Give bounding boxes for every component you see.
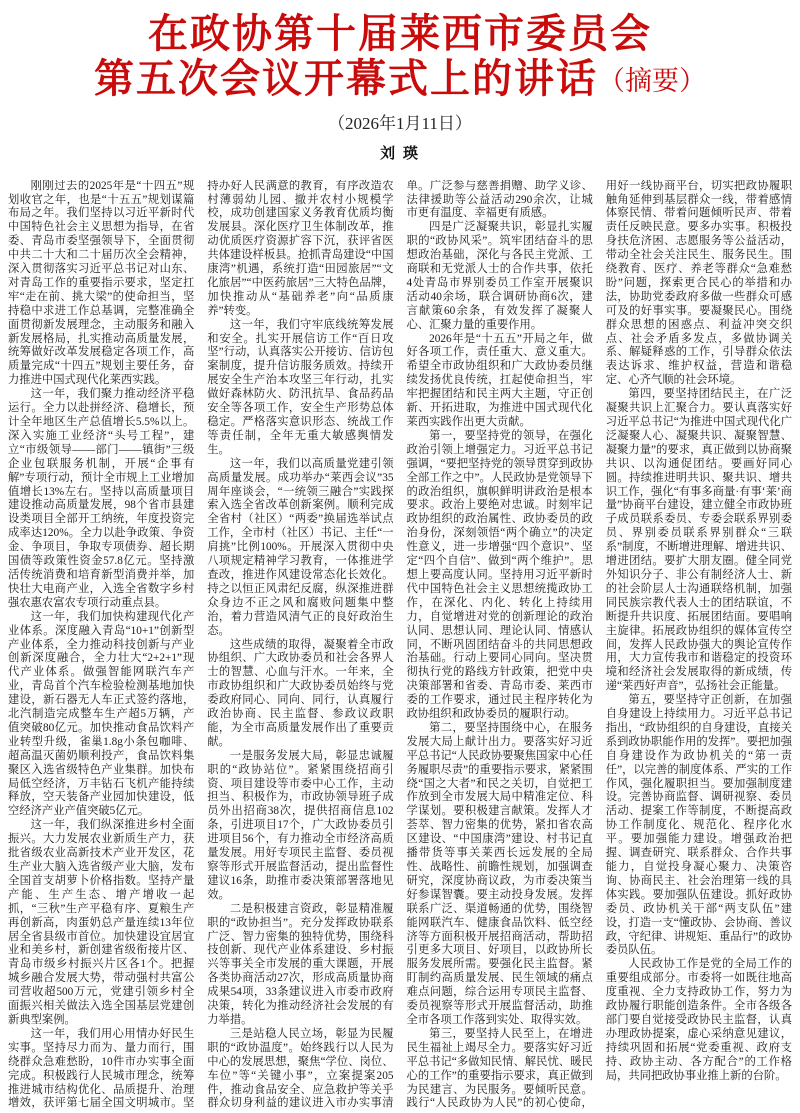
paragraph: 这一年，我们守牢底线统筹发展和安全。扎实开展信访工作“百日攻坚”行动，认真落实公开接访、信访包案制度，提升信访服务质效。持续开展安全生产治本攻坚三年行动，扎实做好森林防火、防汛抗旱、食品药品安全等各项工作，安全生产形势总体稳定。严格落实意识形态、统战工作等责任制，全年无重大敏感舆情发生。: [207, 318, 394, 456]
paragraph: 这一年，我们用心用情办好民生实事。坚持尽力而为、量力而行，围绕群众急难愁盼，10件市办实事全面完成。积极践行人民城市理念，统筹推进城市结构优化、品质提升、治理增效，获评第七届全国文明城市。坚持办好人民满意的教育，有序改造农村薄弱幼儿园、撤并农村小规模学校，成功创建国家义务教育优质均衡发展县。深化医疗卫生体制改革，推动优质医疗资源扩容下沉，获评省医共体建设样板县。抢抓青岛建设“中国康湾”机遇，系统打造“田园旅居”“文化旅居”“中医药旅居”三大特色品牌，加快推动从“基础养老”向“品质康养”转变。: [8, 179, 394, 1110]
paragraph: 这一年，我们聚力推动经济平稳运行。全力以赴拼经济、稳增长，预计全年地区生产总值增长5.5%以上。深入实施工业经济“头号工程”，建立“市级领导——部门——镇街”三级企业包联服务机制，开展“企事有解”专项行动，预计全市规上工业增加值增长13%左右。坚持以高质量项目建设推动高质量发展，98个省市县建设类项目全部开工纳统，年度投资完成率达120%。全力以赴争政策、争资金、争项目，争取专项债券、超长期国债等政策性资金57.8亿元。坚持激活传统消费和培育新型消费并举，加快壮大电商产业，入选全省数字乡村强农惠农富农专项行动重点县。: [8, 388, 195, 609]
paragraph: 这一年，我们加快构建现代化产业体系。深度融入青岛“10+1”创新型产业体系，全力推动科技创新与产业创新深度融合，全力壮大“2+2+1”现代产业体系。做强智能网联汽车产业，青岛首个汽车检验检测基地加快建设，新石器无人车正式签约落地，北汽制造完成整车生产超5万辆，产值突破80亿元。加快推动食品饮料产业转型升级，雀巢1.8g小条包咖啡、超高温灭菌奶顺利投产，食品饮料集聚区入选省级特色产业集群。加快布局低空经济，万丰钻石飞机产能持续释放，空天装备产业园加快建设，低空经济产业产值突破5亿元。: [8, 610, 195, 818]
title-line-2: [8, 57, 792, 102]
paragraph: 第四，要坚持团结民主，在广泛凝聚共识上汇聚合力。要认真落实好习近平总书记“为推进中国式现代化广泛凝聚人心、凝聚共识、凝聚智慧、凝聚力量”的要求，真正做到以协商聚共识、以沟通促团结。要画好同心圆。持续推进明共识、聚共识、增共识工作，强化“有事多商量·有事‘莱’商量”协商平台建设，建立健全市政协班子成员联系委员、专委会联系界别委员、界别委员联系界别群众“三联系”制度，不断增进理解、增进共识、增进团结。要扩大朋友圈。健全同党外知识分子、非公有制经济人士、新的社会阶层人士沟通联络机制，加强同民族宗教代表人士的团结联谊，不断提升共识度、拓展团结面。要唱响主旋律。拓展政协组织的媒体宣传空间，发挥人民政协强大的舆论宣传作用，大力宣传我市和谐稳定的投资环境和经济社会发展取得的新成绩，传递“莱西好声音”，弘扬社会正能量。: [605, 388, 792, 693]
paragraph: 第三，要坚持人民至上，在增进民生福祉上竭尽全力。要落实好习近平总书记“多做知民情、解民忧、暖民心的工作”的重要指示要求，真正做到为民建言、为民服务。要倾听民意。践行“人民政协为人民”的初心使命，用好一线协商平台，切实把政协履职触角延伸到基层群众一线，带着感情体察民情、带着问题倾听民声、带着责任反映民意。要多办实事。积极投身扶危济困、志愿服务等公益活动，带动全社会关注民生、服务民生。围绕教育、医疗、养老等群众“急难愁盼”问题，探索更合民心的举措和办法，协助党委政府多做一些群众可感可及的好事实事。要凝聚民心。围绕群众思想的困惑点、利益冲突交织点、社会矛盾多发点，多做协调关系、解疑释惑的工作，引导群众依法表达诉求、维护权益，营造和谐稳定、心齐气顺的社会环境。: [406, 179, 792, 1110]
paragraph: 这些成绩的取得，凝聚着全市政协组织、广大政协委员和社会各界人士的智慧、心血与汗水。一年来，全市政协组织和广大政协委员始终与党委政府同心、同向、同行，认真履行政治协商、民主监督、参政议政职能，为全市高质量发展作出了重要贡献。: [207, 638, 394, 748]
paragraph: 二是积极建言资政，彰显精准履职的“政协担当”。充分发挥政协联系广泛、智力密集的独特优势，围绕科技创新、现代产业体系建设、乡村振兴等事关全市发展的重大课题，开展各类协商活动27次，形成高质量协商成果54项，33条建议进入市委市政府决策，转化为推动经济社会发展的有力举措。: [207, 902, 394, 1026]
paragraph: 这一年，我们以高质量党建引领高质量发展。成功举办“莱西会议”35周年座谈会，“一统领三融合”实践探索入选全省改革创新案例。顺利完成全省村（社区）“两委”换届选举试点工作，全市村（社区）书记、主任“一肩挑”比例100%。开展深入贯彻中央八项规定精神学习教育，一体推进学查改，推进作风建设常态化长效化。持之以恒正风肃纪反腐，纵深推进群众身边不正之风和腐败问题集中整治，着力营造风清气正的良好政治生态。: [207, 457, 394, 637]
paragraph: 人民政协工作是党的全局工作的重要组成部分。市委将一如既往地高度重视、全力支持政协工作，努力为政协履行职能创造条件。全市各级各部门要自觉接受政协民主监督，认真办理政协提案，虚心采纳意见建议，持续巩固和拓展“党委重视、政府支持、政协主动、各方配合”的工作格局，共同把政协事业推上新的台阶。: [605, 958, 792, 1082]
title-line-2-text: 第五次会议开幕式上的讲话: [94, 55, 598, 101]
title-line-1: 在政协第十届莱西市委员会: [148, 11, 652, 56]
date-line: （2026年1月11日）: [328, 113, 472, 133]
title-suffix: （摘要）: [598, 65, 706, 96]
paragraph: 四是广泛凝聚共识，彰显扎实履职的“政协风采”。筑牢团结奋斗的思想政治基础，深化与各民主党派、工商联和无党派人士的合作共事，依托4处青岛市界别委员工作室开展聚识活动40余场，联合调研协商6次，建言献策60余条，有效发挥了凝聚人心、汇聚力量的重要作用。: [406, 221, 593, 331]
paragraph: 第五，要坚持守正创新，在加强自身建设上持续用力。习近平总书记指出，“政协组织的自身建设，直接关系到政协职能作用的发挥”。要把加强自身建设作为政协机关的“第一责任”，以完善的制度体系、严实的工作作风，强化履职担当。要加强制度建设。完善协商监督、调研视察、委员活动、提案工作等制度，不断提高政协工作制度化、规范化、程序化水平。要加强能力建设。增强政治把握、调查研究、联系群众、合作共事能力，自觉投身凝心聚力、决策咨询、协商民主、社会治理第一线的具体实践。要加强队伍建设。抓好政协委员、政协机关干部“两支队伍”建设，打造一支“懂政协、会协商、善议政，守纪律、讲规矩、重品行”的政协委员队伍。: [605, 694, 792, 957]
paragraph: 第一，要坚持党的领导，在强化政治引领上增强定力。习近平总书记强调，“要把坚持党的领导贯穿到政协全部工作之中”。人民政协是党领导下的政治组织，旗帜鲜明讲政治是根本要求。政治上要绝对忠诚。时刻牢记政协组织的政治属性、政协委员的政治身份，深刻领悟“两个确立”的决定性意义，进一步增强“四个意识”、坚定“四个自信”、做到“两个维护”。思想上要高度认同。坚持用习近平新时代中国特色社会主义思想统揽政协工作，在深化、内化、转化上持续用力，自觉增进对党的创新理论的政治认同、思想认同、理论认同、情感认同，不断巩固团结奋斗的共同思想政治基础。行动上要同心同向。坚决贯彻执行党的路线方针政策，把党中央决策部署和省委、青岛市委、莱西市委的工作要求，通过民主程序转化为政协组织和政协委员的履职行动。: [406, 429, 593, 721]
paragraph: 这一年，我们纵深推进乡村全面振兴。大力发展农业新质生产力，获批省级农业高新技术产业开发区，花生产业大脑入选省级产业大脑，发布全国首支胡萝卜价格指数。坚持产量产能、生产生态、增产增收一起抓，“三秋”生产平稳有序、夏粮生产再创新高，肉蛋奶总产量连续13年位居全省县级市首位。加快建设宜居宜业和美乡村，新创建省级衔接片区、青岛市级乡村振兴片区各1个。把握城乡融合发展大势，带动强村共富公司营收超500万元，党建引领乡村全面振兴相关做法入选全国基层党建创新典型案例。: [8, 819, 195, 1026]
article-body: [8, 180, 792, 1113]
paragraph: 2026年是“十五五”开局之年，做好各项工作，责任重大、意义重大。希望全市政协组织和广大政协委员继续发扬优良传统，扛起使命担当，牢牢把握团结和民主两大主题，守正创新、开拓进取，为推进中国式现代化莱西实践作出更大贡献。: [406, 332, 593, 428]
paragraph: 三是站稳人民立场，彰显为民履职的“政协温度”。始终践行以人民为中心的发展思想，聚焦“学位、岗位、车位”等“关键小事”，立案提案205件，推动食品安全、应急救护等关乎群众切身利益的建议进入市办实事清单。广泛参与慈善捐赠、助学义诊、法律援助等公益活动290余次，让城市更有温度、幸福更有质感。: [207, 179, 593, 1110]
author-name: 刘 瑛: [380, 145, 420, 162]
paragraph: 一是服务发展大局，彰显忠诚履职的“政协站位”。紧紧围绕招商引资、项目建设等市委中心工作，主动担当、积极作为，市政协领导班子成员外出招商38次，提供招商信息102条，引进项目17个，广大政协委员引进项目56个，有力推动全市经济高质量发展。用好专项民主监督、委员视察等形式开展监督活动，提出监督性建议16条，助推市委决策部署落地见效。: [207, 749, 394, 901]
article-title: [8, 12, 792, 102]
paragraph: 第二，要坚持围绕中心，在服务发展大局上献计出力。要落实好习近平总书记“人民政协要聚焦国家中心任务履职尽责”的重要指示要求，紧紧围绕“国之大者”和民之关切，自觉把工作放到全市发展大局中精准定位、科学谋划。要积极建言献策。发挥人才荟萃、智力密集的优势，紧扣省农高区建设、“中国康湾”建设、村书记直播带货等事关莱西长远发展的全局性、战略性、前瞻性规划，加强调查研究，深度协商议政，为市委决策当好参谋智囊。要主动投身发展。发挥联系广泛、渠道畅通的优势，围绕智能网联汽车、健康食品饮料、低空经济等方面积极开展招商活动，帮助招引更多大项目、好项目，以政协所长服务发展所需。要强化民主监督。紧盯制约高质量发展、民生领域的痛点难点问题，综合运用专项民主监督、委员视察等形式开展监督活动，助推全市各项工作落到实处、取得实效。: [406, 721, 593, 1026]
paragraph: 刚刚过去的2025年是“十四五”规划收官之年，也是“十五五”规划谋篇布局之年。我们坚持以习近平新时代中国特色社会主义思想为指导，在省委、青岛市委坚强领导下，全面贯彻中共二十大和二十届历次全会精神，深入贯彻落实习近平总书记对山东、对青岛工作的重要指示要求，坚定扛牢“走在前、挑大梁”的使命担当，坚持稳中求进工作总基调，完整准确全面贯彻新发展理念，主动服务和融入新发展格局，扎实推动高质量发展，统筹做好改革发展稳定各项工作，高质量完成“十四五”规划主要任务，奋力推进中国式现代化莱西实践。: [8, 179, 195, 387]
